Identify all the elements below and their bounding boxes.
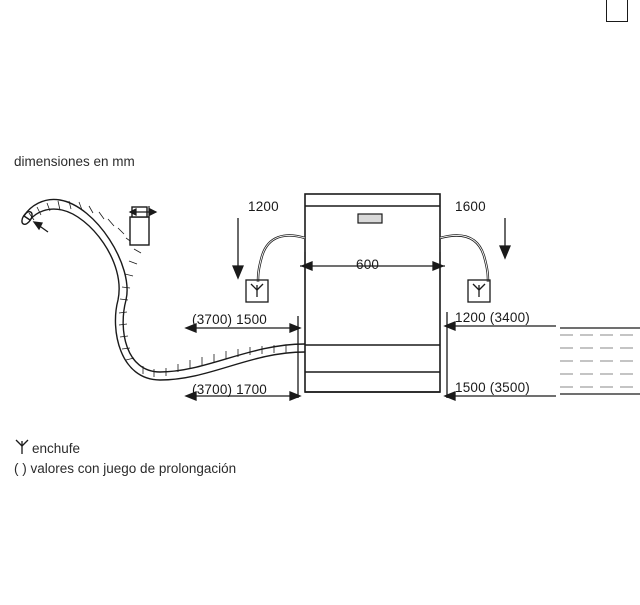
- legend-brackets-text: ( ) valores con juego de prolongación: [14, 461, 237, 476]
- legend-plug-text: enchufe: [32, 441, 81, 456]
- right-supply-hose: [440, 235, 488, 282]
- right-dimension-arrow: [500, 218, 510, 258]
- label-right-bottom: 1500 (3500): [455, 380, 531, 395]
- label-left-mid: (3700) 1500: [192, 312, 268, 327]
- plug-icon-right: [468, 280, 490, 302]
- plug-icon-left: [246, 280, 268, 302]
- right-supply-hose-inner: [440, 235, 488, 282]
- plug-icon-legend: [16, 440, 28, 454]
- corrugated-hose-left: [24, 199, 305, 380]
- label-hose-right-top: 1600: [455, 199, 486, 214]
- label-right-mid: 1200 (3400): [455, 310, 531, 325]
- wall-hatching-right: [560, 335, 640, 387]
- left-supply-hose: [258, 235, 305, 282]
- left-supply-hose-inner: [258, 235, 305, 282]
- appliance-outline: [305, 194, 440, 392]
- label-left-bottom: (3700) 1700: [192, 382, 268, 397]
- label-hose-left-top: 1200: [248, 199, 279, 214]
- label-appliance-width: 600: [356, 257, 380, 272]
- left-dimension-arrow: [233, 218, 243, 278]
- units-caption: dimensiones en mm: [14, 154, 135, 169]
- hose-end-left: [20, 210, 34, 226]
- hose-end-arrow: [34, 222, 48, 232]
- appliance-display-panel: [358, 214, 382, 223]
